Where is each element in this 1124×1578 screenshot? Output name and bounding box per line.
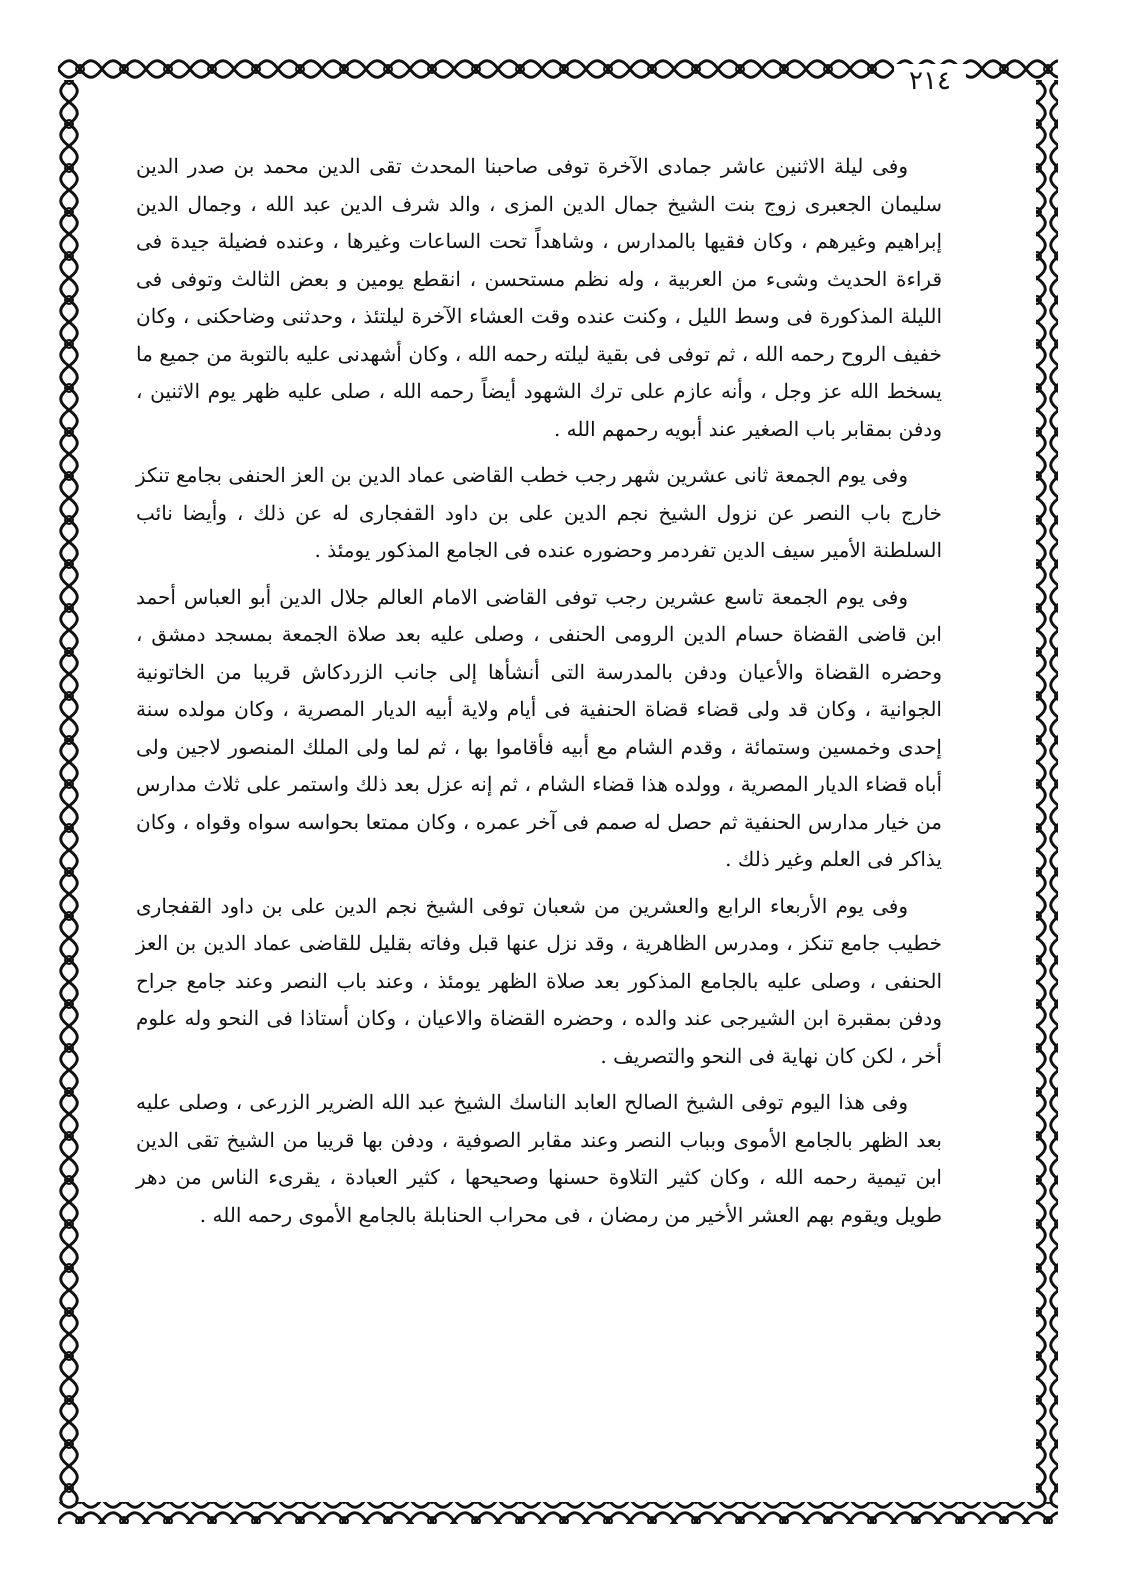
paragraph: وفى ليلة الاثنين عاشر جمادى الآخرة توفى صاحبنا المحدث تقى الدين محمد بن صدر الدين سليمان الجعبرى زوج بنت الشيخ جمال الدين المزى ، والد شرف الدين عبد الله ، وجمال الدين إبراهيم وغيرهم ، وكان فقيها بالمدارس ، وشاهداً تحت الساعات وغيرها ، وعنده فضيلة جيدة فى قراءة الحديث وشىء من العربية ، وله نظم مستحسن ، انقطع يومين و بعض الثالث وتوفى فى الليلة المذكورة فى وسط الليل ، وكنت عنده وقت العشاء الآخرة ليلتئذ ، وحدثنى وضاحكنى ، وكان خفيف الروح رحمه الله ، ثم توفى فى بقية ليلته رحمه الله ، وكان أشهدنى عليه بالتوبة من جميع ما يسخط الله عز وجل ، وأنه عازم على ترك الشهود أيضاً رحمه الله ، صلى عليه ظهر يوم الاثنين ، ودفن بمقابر باب الصغير عند أبويه رحمهم الله . bbox=[136, 154, 942, 441]
page-number: ٢١٤ bbox=[894, 64, 966, 98]
paragraph: وفى يوم الجمعة ثانى عشرين شهر رجب خطب القاضى عماد الدين بن العز الحنفى بجامع تنكز خارج باب النصر عن نزول الشيخ نجم الدين على بن داود القفجارى له عن ذلك ، وأيضا نائب السلطنة الأمير سيف الدين تفردمر وحضوره عنده فى الجامع المذكور يومئذ . bbox=[136, 463, 942, 562]
paragraph: وفى يوم الأربعاء الرابع والعشرين من شعبان توفى الشيخ نجم الدين على بن داود القفجارى خطيب جامع تنكز ، ومدرس الظاهرية ، وقد نزل عنها قبل وفاته بقليل للقاضى عماد الدين بن العز الحنفى ، وصلى عليه بالجامع المذكور بعد صلاة الظهر يومئذ ، وعند باب النصر وعند جامع جراح ودفن بمقبرة ابن الشيرجى عند والده ، وحضره القضاة والاعيان ، وكان أستاذا فى النحو وله علوم أخر ، لكن كان نهاية فى النحو والتصريف . bbox=[136, 893, 942, 1068]
paragraph: وفى يوم الجمعة تاسع عشرين رجب توفى القاضى الامام العالم جلال الدين أبو العباس أحمد ابن قاضى القضاة حسام الدين الرومى الحنفى ، وصلى عليه بعد صلاة الجمعة بمسجد دمشق ، وحضره القضاة والأعيان ودفن بالمدرسة التى أنشأها إلى جانب الزردكاش قريبا من الخاتونية الجوانية ، وكان قد ولى قضاء قضاة الحنفية فى أيام ولاية أبيه الديار المصرية ، وكان مولده سنة إحدى وخمسين وستمائة ، وقدم الشام مع أبيه فأقاموا بها ، ثم لما ولى الملك المنصور لاجين ولى أباه قضاء الديار المصرية ، وولده هذا قضاء الشام ، ثم إنه عزل بعد ذلك واستمر على ثلاث مدارس من خيار مدارس الحنفية ثم حصل له صمم فى آخر عمره ، وكان ممتعا بحواسه سواه وقواه ، وكان يذاكر فى العلم وغير ذلك . bbox=[136, 584, 942, 871]
paragraph: وفى هذا اليوم توفى الشيخ الصالح العابد الناسك الشيخ عبد الله الضرير الزرعى ، وصلى عليه بعد الظهر بالجامع الأموى وبباب النصر وعند مقابر الصوفية ، ودفن بها قريبا من الشيخ تقى الدين ابن تيمية رحمه الله ، وكان كثير التلاوة حسنها وصحيحها ، كثير العبادة ، يقرىء الناس من دهر طويل ويقوم بهم العشر الأخير من رمضان ، فى محراب الحنابلة بالجامع الأموى رحمه الله . bbox=[136, 1090, 942, 1227]
body-text bbox=[136, 148, 942, 1243]
